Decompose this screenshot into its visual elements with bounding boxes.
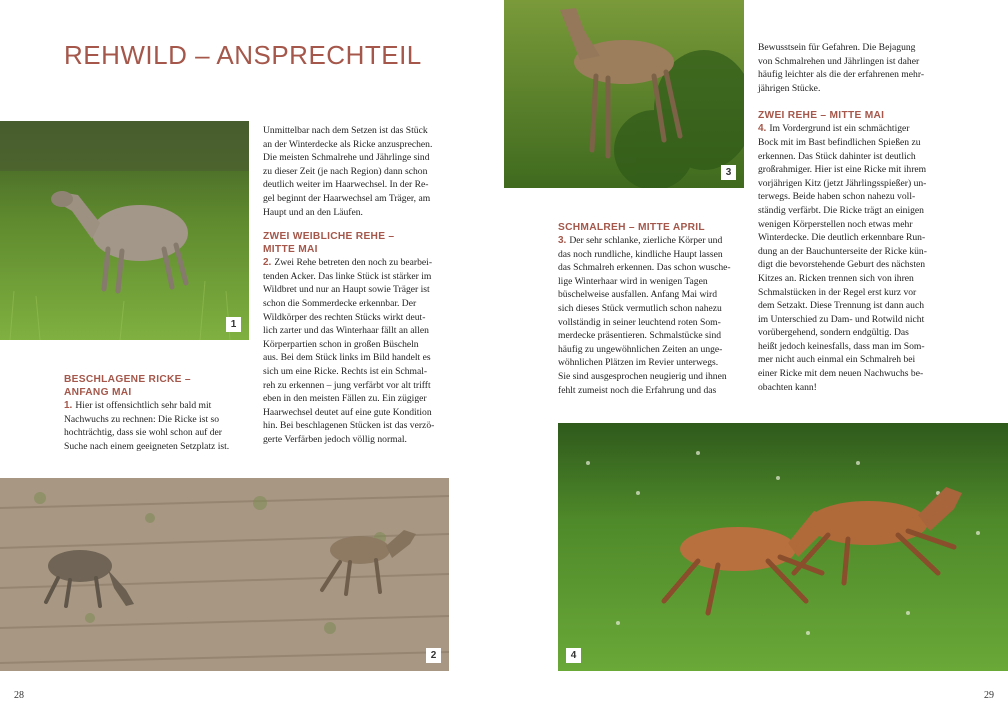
caption-line: vollständig in seiner leuchtend roten Som-	[558, 316, 721, 328]
deer-in-meadow-image	[504, 0, 744, 188]
caption-line: büschelweise ausfallen. Anfang Mai wird	[558, 289, 718, 301]
caption-line: hochträchtig, dass sie wohl schon auf der	[64, 427, 222, 439]
caption-line: gerte Verfärben jedoch völlig normal.	[263, 433, 407, 445]
caption-number: 1.	[64, 400, 73, 411]
caption-number: 2.	[263, 257, 272, 269]
caption-line: vorjährigen Kitz (jetzt Jährlingsspießer) un-	[758, 177, 927, 189]
caption-line: digt die bevorstehende Geburt des nächsten	[758, 259, 926, 271]
body-line: Haupt und an den Läufen.	[263, 206, 363, 218]
caption-line: tenden Acker. Das linke Stück ist stärker im	[263, 270, 432, 282]
body-line: zu dieser Zeit (je nach Region) dann schon	[263, 165, 428, 177]
caption-line: im Unterschied zu Dam- und Rotwild nicht	[758, 313, 925, 325]
photo-number-badge: 4	[566, 648, 581, 663]
caption-line: 4. Im Vordergrund ist ein schmächtiger	[758, 123, 910, 135]
caption-number: 3.	[558, 235, 567, 246]
caption-line: heißt jedoch keinesfalls, dass man im Som-	[758, 340, 925, 352]
caption-heading: ZWEI WEIBLICHE REHE –	[263, 231, 395, 243]
caption-line: lich zarter und das Winterhaar fällt an allen	[263, 325, 429, 337]
caption-line: vorübergehend, sondern endgültig. Das	[758, 327, 909, 339]
caption-line: Wildkörper des rechten Stücks wirkt deut-	[263, 311, 426, 323]
photo-4	[558, 423, 1008, 671]
photo-number-badge: 3	[721, 165, 736, 180]
body-line: von Schmalrehen und Jährlingen ist daher	[758, 55, 920, 67]
caption-line: merdecke präsentieren. Schmalstücke sind	[558, 330, 722, 342]
caption-line: erkennen. Das Stück dahinter ist deutlich	[758, 150, 916, 162]
caption-line: fehlt zumeist noch die Erfahrung und das	[558, 384, 717, 396]
caption-line: ständig verfärbt. Die Ricke trägt an einigen	[758, 204, 924, 216]
body-line: gel beginnt der Haarwechsel am Träger, am	[263, 192, 431, 204]
caption-line: Schmalstücken in der Regel erst kurz vor	[758, 286, 917, 298]
caption-line: 3. Der sehr schlanke, zierliche Körper und	[558, 235, 723, 246]
caption-line: sich um eine Ricke. Rechts ist ein Schmal-	[263, 365, 428, 377]
caption-heading: BESCHLAGENE RICKE –	[64, 374, 191, 385]
caption-line: häufig zu ungewöhnlichen Zeiten an unge-	[558, 343, 723, 355]
caption-line: das Schmalreh erkennen. Das schon wusche-	[558, 262, 731, 274]
caption-line: Bock mit im Bast befindlichen Spießen zu	[758, 136, 921, 148]
two-deer-on-field-image	[0, 478, 449, 671]
photo-3	[504, 0, 744, 188]
caption-line: Nachwuchs zu rechnen: Die Ricke ist so	[64, 413, 220, 425]
caption-line: 1. Hier ist offensichtlich sehr bald mit	[64, 400, 212, 411]
body-line: Unmittelbar nach dem Setzen ist das Stück	[263, 125, 428, 136]
body-line: Die meisten Schmalrehe und Jährlinge sind	[263, 152, 430, 164]
two-deer-running-image	[558, 423, 1008, 671]
caption-line: Suche nach einem geeigneten Setzplatz ist.	[64, 440, 230, 452]
caption-number: 4.	[758, 123, 767, 135]
deer-in-grass-image	[0, 121, 249, 340]
caption-line: das noch rundliche, kindliche Haupt lassen	[558, 248, 723, 260]
caption-heading: ANFANG MAI	[64, 387, 132, 398]
text-column-4	[758, 41, 954, 394]
caption-line: Sie sind ausgesprochen neugierig und ihnen	[558, 370, 727, 382]
caption-line: wöhnlichen Plätzen im Revier unterwegs.	[558, 357, 719, 369]
caption-heading: SCHMALREH – MITTE APRIL	[558, 222, 705, 233]
page-number-left: 28	[14, 690, 24, 701]
photo-number-badge: 2	[426, 648, 441, 663]
caption-line: mer nicht auch einmal ein Schmalreh bei	[758, 354, 916, 366]
caption-line: wenigen Körperstellen noch etwas mehr	[758, 218, 913, 230]
page-title: REHWILD – ANSPRECHTEIL	[64, 40, 422, 70]
caption-line: dem Setzakt. Diese Trennung ist dann auch	[758, 300, 924, 312]
body-line: deutlich weiter im Haarwechsel. In der Re-	[263, 179, 429, 191]
caption-line: großrahmiger. Hier ist eine Ricke mit ihrem	[758, 164, 927, 176]
page-number-right: 29	[984, 690, 994, 701]
body-line: Bewusstsein für Gefahren. Die Bejagung	[758, 42, 916, 53]
caption-line: schon die Sommerdecke erkennbar. Der	[263, 297, 417, 309]
caption-line: eben in den meisten Fällen zu. Ein zügiger	[263, 393, 427, 405]
body-line: an der Winterdecke als Ricke anzusprechen.	[263, 138, 433, 150]
caption-line: Körperpartien schon in großen Büscheln	[263, 338, 419, 350]
caption-line: dung an der Bauchunterseite der Ricke kün-	[758, 245, 927, 257]
caption-line: aus. Bei dem Stück links im Bild handelt es	[263, 352, 431, 364]
text-column-2	[263, 124, 455, 446]
caption-line: Haarwechsel deutet auf eine gute Kondition	[263, 406, 432, 418]
caption-line: einer Ricke mit dem neuen Nachwuchs be-	[758, 368, 924, 380]
body-line: häufig leichter als die der erfahrenen mehr-	[758, 69, 925, 81]
caption-heading: MITTE MAI	[263, 244, 318, 256]
caption-line: Wildbret und nur an Haupt sowie Träger ist	[263, 284, 430, 296]
caption-1	[64, 373, 254, 453]
caption-line: Winterdecke. Die deutlich erkennbare Run-	[758, 232, 926, 244]
photo-2	[0, 478, 449, 671]
body-line: jährigen Stücke.	[758, 82, 821, 94]
caption-line: sich dieses Stück vermutlich schon nahezu	[558, 302, 722, 314]
caption-heading: ZWEI REHE – MITTE MAI	[758, 110, 885, 122]
caption-line: hin. Bei beschlagenen Stücken ist das verzö-	[263, 420, 435, 432]
caption-line: Kitzes an. Ricken trennen sich von ihren	[758, 272, 914, 284]
caption-3	[558, 221, 750, 397]
caption-line: reh zu erkennen – jung verfärbt vor alt trifft	[263, 379, 431, 391]
caption-line: 2. Zwei Rehe betreten den noch zu bearbei-	[263, 257, 433, 269]
photo-1	[0, 121, 249, 340]
caption-line: lige Winterhaar wird in wenigen Tagen	[558, 275, 708, 287]
caption-line: obachten kann!	[758, 381, 817, 393]
photo-number-badge: 1	[226, 317, 241, 332]
caption-line: terwegs. Beide haben schon nahezu voll-	[758, 191, 916, 203]
